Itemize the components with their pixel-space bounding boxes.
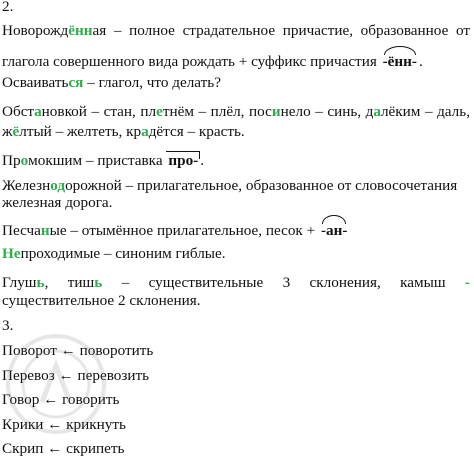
- text-run: Глуш: [2, 274, 37, 291]
- highlighted-letters: и: [271, 103, 281, 120]
- highlighted-letters: а: [34, 103, 42, 120]
- text-run: Перевоз ← перевозить: [2, 367, 150, 384]
- line-zheleznodorozhnoy: [2, 177, 457, 195]
- line-zheleznaya-doroga: [2, 194, 112, 212]
- highlighted-letters: Не: [2, 245, 21, 262]
- suffix-morpheme-mark: -ённ-: [382, 53, 417, 70]
- line-skloneniya-2: [2, 292, 201, 310]
- prefix-morpheme-mark: про-: [168, 152, 199, 169]
- section-3-number: 3.: [2, 317, 14, 334]
- text-run: Скрип ← скрипеть: [2, 440, 125, 457]
- line-neprokhodimye: [2, 245, 226, 263]
- text-run: Поворот ← поворотить: [2, 342, 154, 359]
- line-kriki: [2, 416, 126, 434]
- line-osvaivatsya: [2, 74, 221, 92]
- text-run: , тиш: [44, 274, 95, 291]
- highlighted-letters: о: [20, 152, 29, 169]
- line-glush-tish: [2, 274, 470, 292]
- text-run: .: [200, 152, 205, 169]
- text-run: ая – полное страдательное причастие, образованное от: [92, 22, 470, 39]
- line-peschanye: [2, 222, 349, 240]
- highlighted-letters: ь: [36, 274, 45, 291]
- text-run: существительное 2 склонения.: [2, 292, 201, 309]
- text-run: Пр: [2, 152, 21, 169]
- highlighted-letters: ё: [68, 22, 76, 39]
- text-run: – глагол, что делать?: [83, 74, 221, 91]
- line-zheltyy: [2, 123, 245, 141]
- text-run: Железн: [2, 177, 51, 194]
- section-2-number: 2.: [2, 0, 14, 15]
- text-run: Песча: [2, 222, 41, 239]
- text-run: мокшим – приставка: [28, 152, 167, 169]
- text-run: нело – синь, д: [280, 103, 374, 120]
- text-run: Крики ← крикнуть: [2, 416, 126, 433]
- text-run: .: [418, 53, 423, 70]
- text-run: Осваивать: [2, 74, 69, 91]
- text-run: лтый – желтеть, кр: [19, 123, 142, 140]
- line-novorozhdennaya: [2, 22, 470, 40]
- line-povorot: [2, 342, 153, 360]
- highlighted-letters: нн: [75, 22, 93, 39]
- highlighted-letters: -: [445, 274, 470, 291]
- highlighted-letters: а: [141, 123, 149, 140]
- line-skrip: [2, 440, 124, 458]
- text-run: Обст: [2, 103, 35, 120]
- text-run: дётся – красть.: [148, 123, 245, 140]
- suffix-morpheme-mark: -ан-: [320, 222, 348, 239]
- text-run: глагола совершенного вида рождать + суффикс причастия: [2, 53, 381, 70]
- text-run: новкой – стан, пл: [41, 103, 157, 120]
- text-run: Новорожд: [2, 22, 69, 39]
- text-run: – существительные 3 склонения, камыш: [102, 274, 446, 291]
- text-run: Говор ← говорить: [2, 391, 120, 408]
- text-run: тнём – плёл, пос: [162, 103, 272, 120]
- text-run: железная дорога.: [2, 194, 113, 211]
- highlighted-letters: од: [50, 177, 66, 194]
- line-govor: [2, 391, 119, 409]
- line-perevoz: [2, 367, 149, 385]
- highlighted-letters: н: [40, 222, 50, 239]
- text-run: лёким – даль,: [380, 103, 470, 120]
- line-suffix-ennn: [2, 53, 423, 71]
- highlighted-letters: ь: [94, 274, 103, 291]
- highlighted-letters: е: [156, 103, 163, 120]
- highlighted-letters: а: [373, 103, 381, 120]
- line-obstanovkoy: [2, 103, 470, 121]
- text-run: ж: [2, 123, 13, 140]
- text-run: ые – отымённое прилагательное, песок +: [49, 222, 319, 239]
- text-run: проходимые – синоним гиблые.: [20, 245, 226, 262]
- highlighted-letters: ё: [12, 123, 20, 140]
- line-promokshim: [2, 152, 204, 170]
- text-run: орожной – прилагательное, образованное от словосочетания: [65, 177, 458, 194]
- highlighted-letters: ся: [68, 74, 84, 91]
